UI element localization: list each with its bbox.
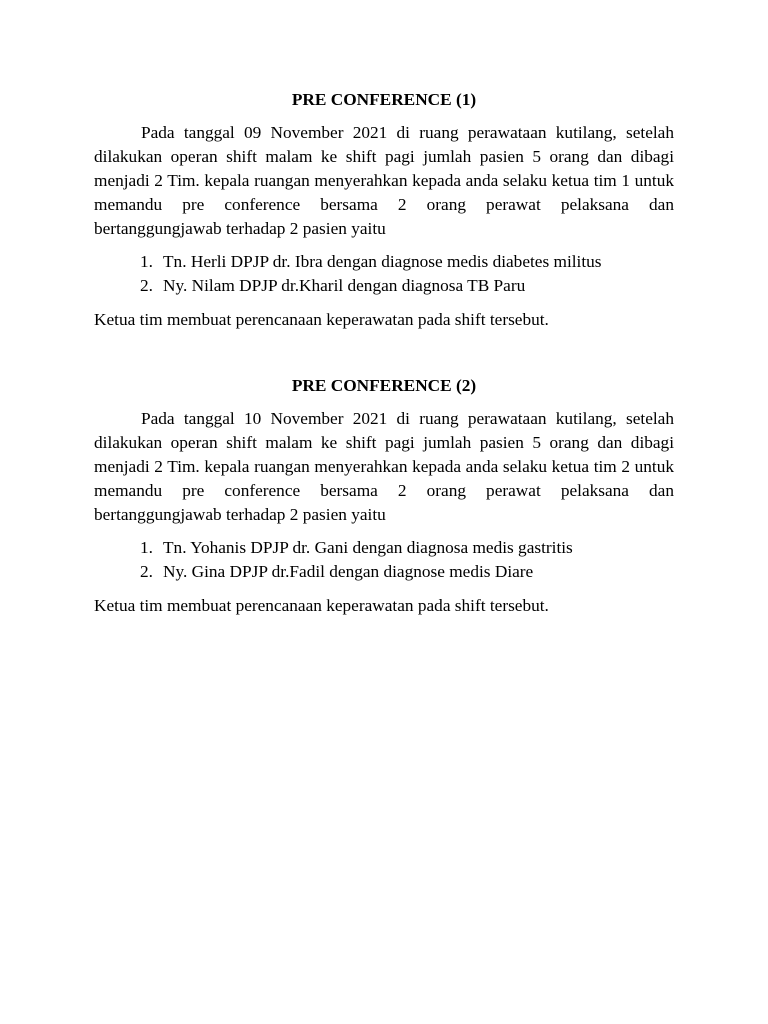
patient-list xyxy=(94,250,674,298)
list-number: 2. xyxy=(140,562,153,581)
case-paragraph: Pada tanggal 10 November 2021 di ruang perawataan kutilang, setelah dilakukan operan shift malam ke shift pagi jumlah pasien 5 orang dan dibagi menjadi 2 Tim. kepala ruangan menyerahkan kepada anda selaku ketua tim 2 untuk memandu pre conference bersama 2 orang perawat pelaksana dan bertanggungjawab terhadap 2 pasien yaitu xyxy=(94,409,674,524)
list-item-text: Ny. Gina DPJP dr.Fadil dengan diagnose medis Diare xyxy=(163,562,534,581)
list-item xyxy=(140,560,674,584)
list-number: 2. xyxy=(140,276,153,295)
patient-list xyxy=(94,536,674,584)
section-title: PRE CONFERENCE (1) xyxy=(291,90,477,109)
list-item xyxy=(140,274,674,298)
section-pre-conference-2 xyxy=(94,374,674,618)
list-item xyxy=(140,250,674,274)
list-item-text: Tn. Herli DPJP dr. Ibra dengan diagnose medis diabetes militus xyxy=(163,252,602,271)
list-item xyxy=(140,536,674,560)
list-item-text: Tn. Yohanis DPJP dr. Gani dengan diagnosa medis gastritis xyxy=(163,538,573,557)
document-page xyxy=(94,88,674,618)
case-paragraph: Pada tanggal 09 November 2021 di ruang perawataan kutilang, setelah dilakukan operan shift malam ke shift pagi jumlah pasien 5 orang dan dibagi menjadi 2 Tim. kepala ruangan menyerahkan kepada anda selaku ketua tim 1 untuk memandu pre conference bersama 2 orang perawat pelaksana dan bertanggungjawab terhadap 2 pasien yaitu xyxy=(94,123,674,238)
list-number: 1. xyxy=(140,252,153,271)
list-item-text: Ny. Nilam DPJP dr.Kharil dengan diagnosa TB Paru xyxy=(163,276,526,295)
closing-sentence: Ketua tim membuat perencanaan keperawatan pada shift tersebut. xyxy=(94,596,549,615)
closing-sentence: Ketua tim membuat perencanaan keperawatan pada shift tersebut. xyxy=(94,310,549,329)
list-number: 1. xyxy=(140,538,153,557)
section-pre-conference-1 xyxy=(94,88,674,332)
section-title: PRE CONFERENCE (2) xyxy=(291,376,477,395)
